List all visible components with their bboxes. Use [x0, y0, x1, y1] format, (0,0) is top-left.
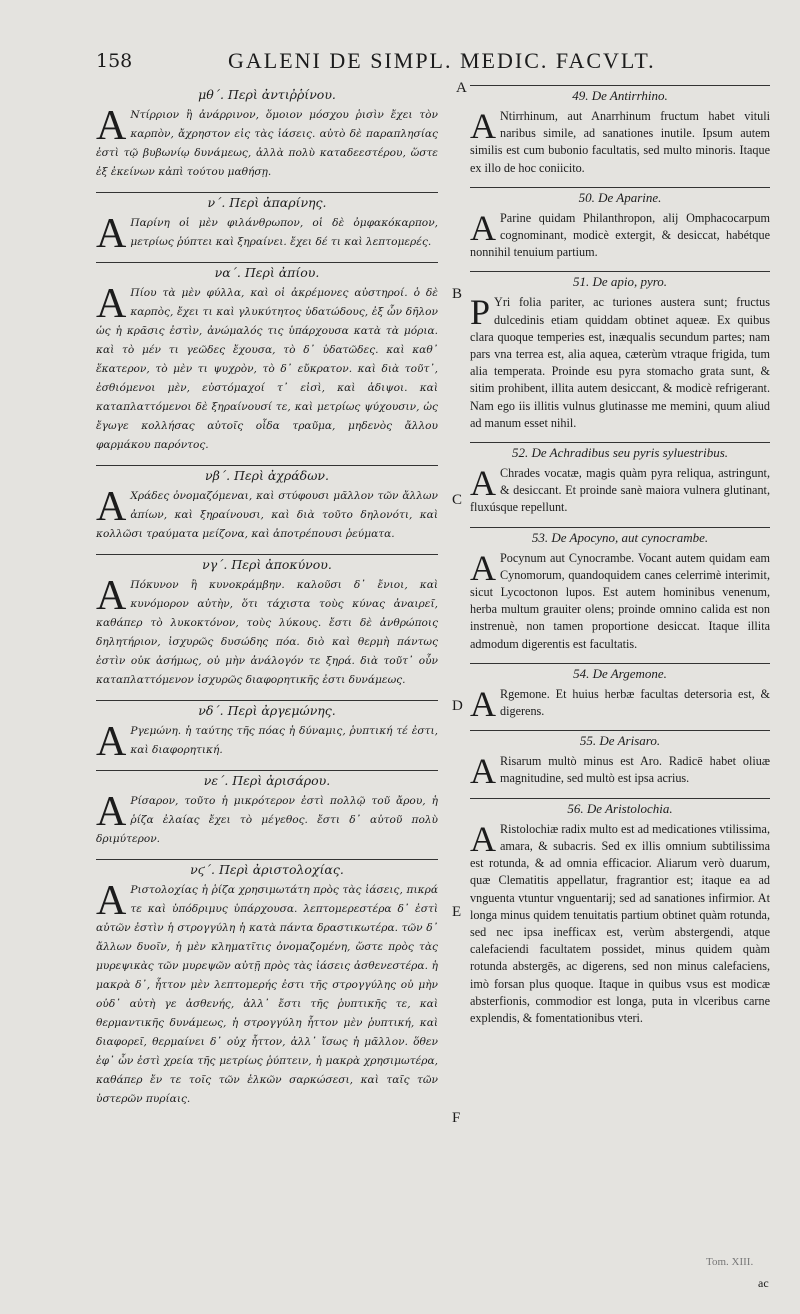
- section-text: [470, 547, 770, 653]
- section-rule: [96, 859, 438, 860]
- drop-initial: P: [470, 292, 491, 333]
- section-title: νγ΄. Περὶ ἀποκύνου.: [202, 557, 332, 572]
- section-title: 53. De Apocyno, aut cynocrambe.: [531, 529, 709, 545]
- section-rule: [470, 798, 770, 799]
- drop-initial: Α: [96, 484, 127, 530]
- section-body: Yri folia pariter, ac turiones austera sunt; fructus dulcedinis etiam quiddam obtinet aqueæ. Ex quibus clara quoque temperies est, inæqualis secundum partes; nam pars vna terrea est, alia aquea, cæterùm vtraque frigida, tum alia temperata. Proinde esu pyra stomacho grata sunt, & sitim prohibent, illita autem desiccant, & modicè refrigerant. Nam ego iis illitis vulnus glutinasse me memini, quum aliud ad manum esset nihil.: [470, 295, 770, 430]
- latin-section: [470, 274, 770, 432]
- drop-initial: Α: [96, 211, 127, 257]
- latin-section: [470, 733, 770, 792]
- section-text: [96, 103, 438, 182]
- section-rule: [470, 730, 770, 731]
- section-title: 55. De Arisaro.: [579, 733, 661, 749]
- section-body: Ργεμώνη. ἡ ταύτης τῆς πόας ἡ δύναμις, ῥυπτική τέ ἐστι, καὶ διαφορητική.: [130, 725, 438, 756]
- latin-column: [470, 85, 770, 1037]
- section-body: Pocynum aut Cynocrambe. Vocant autem quidam eam Cynomorum, quandoquidem canes celerrimè interimit, sicut Lycoctonon lupos. Est autem hominibus venenum, herba multum grauiter olens; proinde omnino calida est non instrenuè, non tamen proportione desiccat. Itaque illita admodum digerentis est facultatis.: [470, 550, 770, 651]
- section-rule: [96, 192, 438, 193]
- section-body: Risarum multò minus est Aro. Radicē habet oliuæ magnitudine, sed multò est ipsa acrius.: [500, 754, 770, 786]
- latin-section: [470, 445, 770, 517]
- margin-letter-e: E: [452, 904, 462, 920]
- page-number: 158: [96, 50, 133, 72]
- latin-section: [470, 801, 770, 1027]
- drop-initial: Α: [96, 719, 127, 765]
- section-title: ν΄. Περὶ ἀπαρίνης.: [207, 195, 327, 210]
- section-text: [470, 751, 770, 792]
- section-body: Πόκυνον ἢ κυνοκράμβην. καλοῦσι δ᾽ ἔνιοι, καὶ κυνόμορον αὐτὴν, ὅτι τάχιστα τοὺς κύνας ἀναιρεῖ, καθάπερ τὸ λυκοκτόνον, τοὺς λύκους. ἔστι δὲ ἀνθρώποις δηλητήριον, ἰσχυρῶς δυσώδης πόα. διὸ καὶ θερμὴ πάντως ἐστὶν οὐκ ἀσήμως, οὐ μὴν ἀνάλογόν τε ξηρά. διὰ τοῦτ᾽ οὖν καταπλαττόμενον ἰσχυρῶς διαφορητικῆς ἐστι δυνάμεως.: [96, 579, 438, 686]
- drop-initial: A: [470, 463, 496, 504]
- drop-initial: A: [470, 547, 496, 588]
- section-rule: [470, 442, 770, 443]
- section-title: νβ΄. Περὶ ἀχράδων.: [205, 468, 329, 483]
- drop-initial: Α: [96, 281, 127, 327]
- section-rule: [96, 554, 438, 555]
- latin-section: [470, 88, 770, 177]
- drop-initial: Α: [96, 573, 127, 619]
- section-rule: [96, 770, 438, 771]
- section-text: [470, 818, 770, 1027]
- section-body: Χράδες ὀνομαζόμεναι, καὶ στύφουσι μᾶλλον τῶν ἄλλων ἀπίων, καὶ ξηραίνουσι, καὶ διὰ τοῦτο δηλονότι, καὶ κολλῶσι τραύματα μείζονα, καὶ ἀποτρέπουσι ῥεύματα.: [96, 490, 438, 540]
- latin-section: [470, 665, 770, 724]
- drop-initial: A: [470, 207, 496, 248]
- section-body: Parine quidam Philanthropon, alij Omphacocarpum cognominant, modicè extergit, & desiccat, habétque nonnihil tenuium partium.: [470, 210, 770, 260]
- section-rule: [470, 663, 770, 664]
- section-title: 51. De apio, pyro.: [572, 274, 668, 290]
- section-title: μθ΄. Περὶ ἀντιῤῥίνου.: [198, 87, 336, 102]
- section-rule: [470, 271, 770, 272]
- section-rule: [96, 465, 438, 466]
- drop-initial: A: [470, 751, 496, 792]
- section-title: 52. De Achradibus seu pyris syluestribus.: [511, 445, 729, 461]
- drop-initial: Α: [96, 878, 127, 924]
- margin-letter-a: A: [456, 80, 467, 96]
- greek-section: [96, 557, 438, 690]
- greek-section: [96, 468, 438, 544]
- section-title: 56. De Aristolochia.: [567, 800, 673, 816]
- section-text: [470, 108, 770, 177]
- margin-letter-f: F: [452, 1110, 461, 1126]
- catchword: ac: [758, 1276, 769, 1290]
- margin-letter-b: B: [452, 286, 463, 302]
- greek-section: [96, 87, 438, 182]
- section-rule: [96, 262, 438, 263]
- margin-letter-d: D: [452, 698, 463, 714]
- section-title: νϛ΄. Περὶ ἀριστολοχίας.: [190, 862, 344, 877]
- page-header: [0, 48, 800, 76]
- greek-section: [96, 862, 438, 1109]
- section-title: 50. De Aparine.: [578, 189, 662, 205]
- latin-section: [470, 530, 770, 653]
- section-text: [96, 719, 438, 765]
- section-text: [470, 294, 770, 432]
- section-text: [96, 211, 438, 257]
- drop-initial: A: [470, 683, 496, 724]
- drop-initial: A: [470, 818, 496, 859]
- section-body: Παρίνη οἱ μὲν φιλάνθρωπον, οἱ δὲ ὀμφακόκαρπον, μετρίως ῥύπτει καὶ ξηραίνει. ἔχει δέ τι καὶ λεπτομερές.: [130, 217, 438, 248]
- section-text: [96, 484, 438, 544]
- section-body: Ντίρριον ἢ ἀνάρρινον, ὅμοιον μόσχου ῥισὶν ἔχει τὸν καρπὸν, ἄχρηστον εἰς τὰς ἰάσεις. αὐτὸ δὲ παραπλησίας ἐστὶ τῷ βυβωνίῳ δυνάμεως, ἀλλὰ πολὺ καταδεεστέρου, ὥστε ἐξ ἐκείνων κἀπὶ τούτου μαθήσῃ.: [96, 109, 438, 178]
- section-text: [470, 683, 770, 724]
- greek-section: [96, 195, 438, 257]
- section-body: Rgemone. Et huius herbæ facultas detersoria est, & digerens.: [500, 686, 770, 719]
- section-body: Ριστολοχίας ἡ ῥίζα χρησιμωτάτη πρὸς τὰς ἰάσεις, πικρά τε καὶ ὑπόδριμυς ὑπάρχουσα. λεπτομερεστέρα δ᾽ ἐστὶ αὐτῶν ἐστὶν ἡ στρογγύλη ἡ κατὰ πάντα δραστικωτέρα. τῶν δ᾽ ἄλλων δυοῖν, ἡ μὲν κληματῖτις ὀνομαζομένη, ὥστε πρὸς τὰς μυρεψικὰς τῶν μυρεψῶν αὐτῇ πρὸς τὰς ἰάσεις ἀσθενεστέρα. ἡ μακρὰ δ᾽, ἧττον μὲν λεπτομερής ἐστι τῆς στρογγύλης οὐ μὴν οὐδ᾽ αὐτὴ γε ἀσθενής, ἀλλ᾽ ἔστι τῆς ῥυπτικῆς τε, καὶ θερμαντικῆς δυνάμεως, ἡ στρογγύλη ἧττον μὲν ῥυπτική, καὶ διαφορεῖ, θερμαίνει δ᾽ οὐχ ἧττον, ἀλλ᾽ ἴσως ἡ μᾶλλον. ὅθεν ἐφ᾽ ὧν ἐστὶ χρεία τῆς μετρίως ῥύπτειν, ἡ μακρὰ χρησιμωτέρα, καθάπερ ἔν τε τοῖς τῶν ἑλκῶν σαρκώσεσι, καὶ ταῖς τῶν ὑστερῶν πυρίαις.: [96, 884, 438, 1105]
- margin-letter-c: C: [452, 492, 463, 508]
- section-title: νε΄. Περὶ ἀρισάρου.: [203, 773, 331, 788]
- section-text: [96, 573, 438, 690]
- section-text: [96, 281, 438, 455]
- section-title: 54. De Argemone.: [573, 665, 667, 681]
- drop-initial: Α: [96, 103, 127, 149]
- drop-initial: Α: [96, 789, 127, 835]
- drop-initial: A: [470, 106, 496, 146]
- section-rule: [470, 187, 770, 188]
- section-text: [470, 207, 770, 262]
- greek-section: [96, 265, 438, 455]
- section-text: [96, 878, 438, 1109]
- section-text: [470, 465, 770, 517]
- section-title: 49. De Antirrhino.: [572, 88, 668, 103]
- section-title: να΄. Περὶ ἀπίου.: [214, 265, 320, 280]
- section-body: Chrades vocatæ, magis quàm pyra reliqua, astringunt, & desiccant. Et proinde sanè maiora vulnera glutinant, fluxúsque repellunt.: [470, 466, 770, 515]
- running-title: GALENI DE SIMPL. MEDIC. FACVLT.: [228, 48, 656, 73]
- greek-column: [96, 85, 438, 1119]
- section-body: Πίου τὰ μὲν φύλλα, καὶ οἱ ἀκρέμονες αὐστηροί. ὁ δὲ καρπὸς, ἔχει τι καὶ γλυκύτητος ὑδατώδους, ἐξ ὧν δῆλον ὡς ἡ κρᾶσις ἐστὶν, ἀνώμαλός τις ὑπάρχουσα κατὰ τὰ μόρια. καὶ τὸ μέν τι γεῶδες ἔχουσα, τὸ δ᾽ ὑδατῶδες. καὶ καθ᾽ ἕκατερον, τὸ μὲν τι ψυχρὸν, τὸ δ᾽ εὔκρατον. καὶ διὰ τοῦτ᾽, ἐσθιόμενοι μὲν, εὐστόμαχοί τ᾽ εἰσὶ, καὶ ἀδιψοι. καὶ καταπλαττόμενοι δὲ ξηραίνουσί τε, καὶ μετρίως ψύχουσιν, ὡς ἔγωγε κολλήσας αὐτοῖς οἶδα τραῦμα, μηδενὸς ἄλλου φαρμάκου παρόντος.: [96, 287, 438, 451]
- section-rule: [470, 527, 770, 528]
- section-rule: [96, 700, 438, 701]
- section-body: Ρίσαρον, τοῦτο ἡ μικρότερον ἐστὶ πολλῷ τοῦ ἄρου, ἡ ῥίζα ἐλαίας ἔχει τὸ μέγεθος. ἔστι δ᾽ αὐτοῦ πολὺ δριμύτερον.: [96, 795, 438, 845]
- section-body: Ristolochiæ radix multo est ad medicationes vtilissima, amara, & subacris. Sed ex illis omnium subtilissima est rotunda, & ad omnia efficacior. Aliarum verò duarum, quæ Clematitis appellatur, fragrantior est; itaque ea ad vnguenta vtuntur vnguentarij; sed ad sanationes infirmior. At longa minus quidem tenuitatis partium obtinet quàm rotunda, sed nec ipsa inefficax est, verùm abstergendi, atque calefaciendi facultatem possidet, minus quidem quàm rotunda abstergēs, ac digerens, sed non minus calefaciens, imò forsan plus quoque. Itaque in quibus vsus est modicæ absterfionis, commodior est longa, puta in vlceribus carne explendis, & fomentationibus vteri.: [470, 821, 770, 1025]
- volume-signature: Tom. XIII.: [706, 1256, 754, 1268]
- section-rule: [470, 85, 770, 86]
- section-title: νδ΄. Περὶ ἀργεμώνης.: [198, 703, 336, 718]
- greek-section: [96, 773, 438, 849]
- section-text: [96, 789, 438, 849]
- latin-section: [470, 190, 770, 262]
- greek-section: [96, 703, 438, 765]
- section-body: Ntirrhinum, aut Anarrhinum fructum habet vituli naribus simile, ad sanationes inutile. Ipsum autem similis est cum bubonio facultatis, sed multo minoris. Itaque ex illo de hoc coniicito.: [470, 109, 770, 175]
